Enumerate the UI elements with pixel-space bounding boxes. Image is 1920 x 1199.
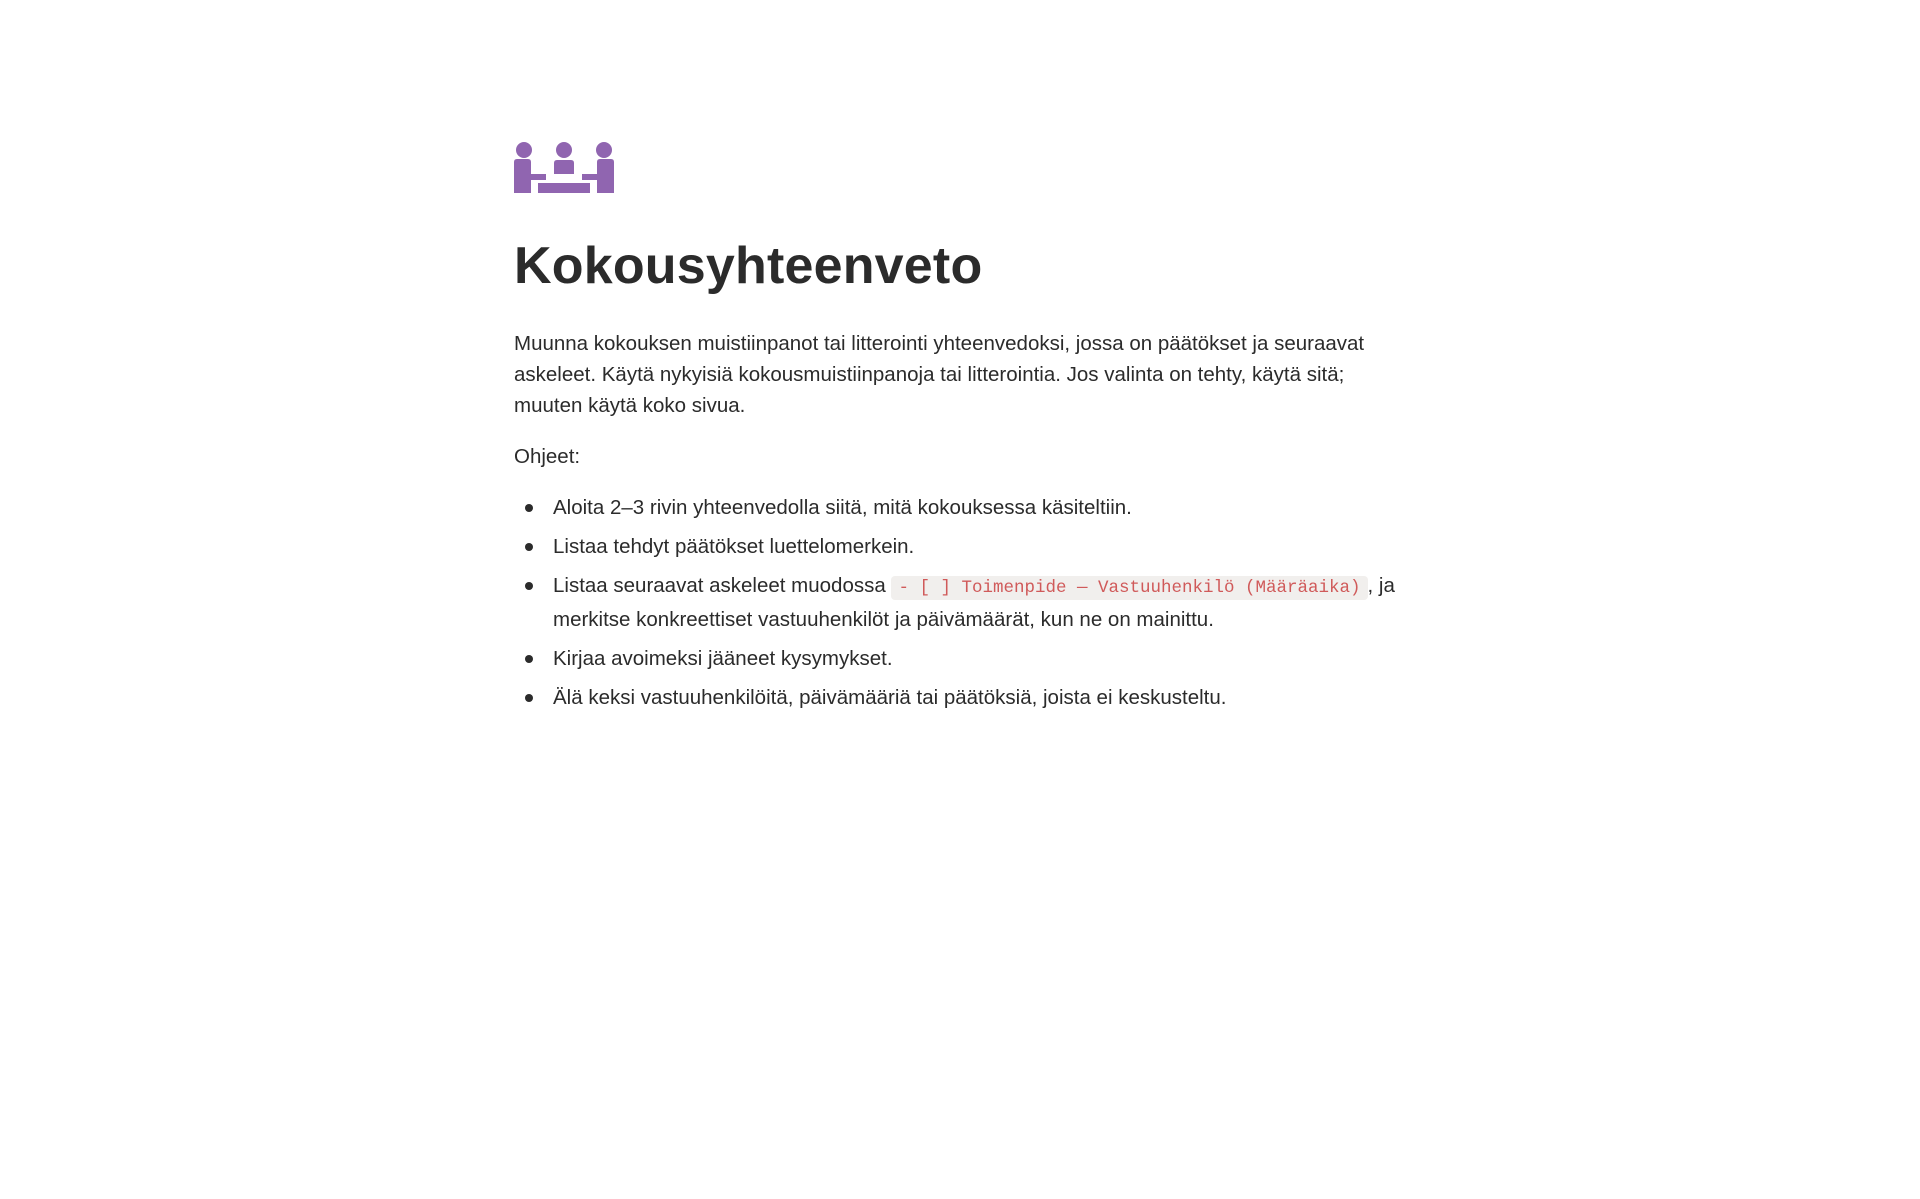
page-title[interactable]: Kokousyhteenveto [514, 237, 983, 295]
page-description[interactable]: Muunna kokouksen muistiinpanot tai litterointi yhteenvedoksi, jossa on päätökset ja seuraavat askeleet. Käytä nykyisiä kokousmuistiinpanoja tai litterointia. Jos valinta on tehty, käytä sitä; muuten käytä koko sivua. [514, 332, 1365, 417]
bullet-icon [525, 543, 533, 551]
list-item-text: Listaa seuraavat askeleet muodossa [553, 574, 892, 597]
inline-code: - [ ] Toimenpide — Vastuuhenkilö (Määräaika) [891, 576, 1367, 600]
page-content [514, 140, 1414, 721]
list-item[interactable] [514, 682, 1414, 713]
list-item[interactable] [514, 570, 1414, 635]
list-item[interactable] [514, 531, 1414, 562]
people-meeting-icon[interactable] [514, 140, 614, 200]
list-item-text: , ja merkitse konkreettiset vastuuhenkilöt ja päivämäärät, kun ne on mainittu. [553, 574, 1395, 631]
bullet-icon [525, 694, 533, 702]
list-item-text: Aloita 2–3 rivin yhteenvedolla siitä, mitä kokouksessa käsiteltiin. [553, 496, 1132, 519]
list-item[interactable] [514, 492, 1414, 523]
list-item-text: Listaa tehdyt päätökset luettelomerkein. [553, 535, 915, 558]
list-item-text: Älä keksi vastuuhenkilöitä, päivämääriä tai päätöksiä, joista ei keskusteltu. [553, 686, 1227, 709]
instructions-heading[interactable]: Ohjeet: [514, 445, 581, 468]
list-item-text: Kirjaa avoimeksi jääneet kysymykset. [553, 647, 893, 670]
bullet-icon [525, 655, 533, 663]
list-item[interactable] [514, 643, 1414, 674]
bullet-icon [525, 504, 533, 512]
instructions-list [514, 492, 1414, 713]
bullet-icon [525, 582, 533, 590]
